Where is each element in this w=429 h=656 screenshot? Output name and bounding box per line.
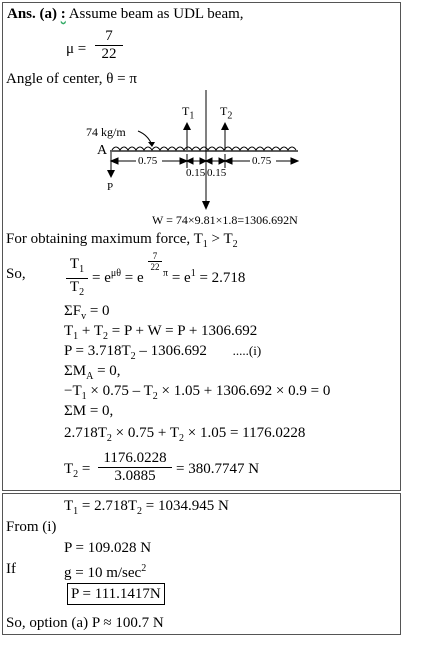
ratio-rhs1: = e — [92, 270, 111, 286]
eq-t2-sub: 2 — [73, 469, 79, 480]
eq-p-b: – 1306.692 — [135, 343, 207, 359]
eq-fv-sub: v — [81, 311, 87, 322]
eq-moment2-b: × 0.75 + T — [111, 425, 179, 441]
eq-sum-a: T — [64, 323, 74, 339]
ratio-rhs4: = 2.718 — [195, 270, 246, 286]
t1-result-line — [64, 497, 229, 521]
t2-fraction — [98, 450, 172, 485]
eq-sum-b: + T — [78, 323, 104, 339]
exponent-numerator: 7 — [148, 251, 162, 262]
eq-ma-b: = 0, — [93, 363, 121, 379]
boxed-result: P = 111.1417N — [67, 583, 165, 605]
ratio-num-letter: T — [69, 256, 80, 272]
angle-line: Angle of center, θ = π — [6, 71, 137, 87]
max-force-line — [6, 230, 238, 254]
max-force-sub2: 2 — [232, 239, 238, 250]
ratio-den-letter: T — [69, 279, 80, 295]
weight-label: W = 74×9.81×1.8=1306.692N — [152, 213, 298, 227]
load-pointer-head — [148, 142, 155, 147]
ratio-fraction — [66, 256, 88, 301]
answer-header — [7, 5, 244, 23]
p-value: P = 109.028 N — [64, 540, 152, 556]
t1-result-a: T — [64, 498, 74, 514]
eq-sum-s2: 2 — [103, 331, 109, 342]
so-label: So, — [6, 266, 26, 282]
t2-numerator: 1176.0228 — [98, 450, 172, 468]
t2-subscript: 2 — [227, 110, 233, 122]
conclusion-line: So, option (a) P ≈ 100.7 N — [6, 615, 164, 631]
mu-lhs: μ = — [66, 41, 87, 57]
eq-moment-c: × 1.05 + 1306.692 × 0.9 = 0 — [157, 383, 331, 399]
g-line-sup: 2 — [141, 563, 147, 574]
eq-sum-c: = P + W = P + 1306.692 — [108, 323, 258, 339]
eq-moment-s1: 1 — [81, 391, 87, 402]
udl-load-symbol — [112, 147, 296, 150]
ratio-denominator — [66, 279, 88, 301]
ratio-rhs1-sup: μθ — [110, 268, 122, 279]
eq-t2-letter: T — [64, 461, 74, 477]
g-line — [64, 560, 146, 582]
eq-t2-eq: = — [78, 461, 91, 477]
g-line-text: g = 10 m/sec — [64, 565, 142, 581]
dim-right-label: 0.75 — [252, 155, 272, 167]
eq-t2-lhs — [64, 460, 90, 484]
mu-fraction — [95, 28, 123, 63]
exponent-pi: π — [163, 268, 169, 279]
t1-result-b: = 2.718T — [78, 498, 138, 514]
mu-numerator: 7 — [95, 28, 123, 46]
eq-moment-a: −T — [64, 383, 82, 399]
ratio-rhs3-sup: 1 — [190, 268, 196, 279]
t1-result-s1: 1 — [73, 506, 79, 517]
t2-label — [220, 102, 232, 125]
eq-moment2-a: 2.718T — [64, 425, 107, 441]
dim-left-label: 0.75 — [138, 155, 158, 167]
eq-moment2-s1: 2 — [106, 433, 112, 444]
if-label: If — [6, 561, 16, 577]
eq-moment-s2: 2 — [152, 391, 158, 402]
eq-p-sub: 2 — [130, 351, 136, 362]
max-force-mid: > T — [207, 231, 233, 247]
eq-sum-s1: 1 — [73, 331, 79, 342]
assumption-text: Assume beam as UDL beam, — [68, 6, 244, 22]
max-force-text: For obtaining maximum force, T — [6, 231, 203, 247]
ratio-numerator — [66, 256, 88, 279]
t1-result-c: = 1034.945 N — [142, 498, 229, 514]
t1-letter: T — [182, 104, 190, 118]
answer-colon: : — [60, 6, 66, 22]
t2-denominator: 3.0885 — [114, 468, 156, 484]
point-a-label: A — [97, 143, 108, 158]
exponent-denominator: 22 — [150, 262, 160, 272]
load-label: 74 kg/m — [86, 125, 126, 139]
t2-letter: T — [220, 104, 228, 118]
ratio-num-sub: 1 — [79, 264, 85, 275]
dim-mid1-label: 0.15 — [186, 167, 206, 179]
eq-m0: ΣM = 0, — [64, 403, 114, 419]
eq-moment2-c: × 1.05 = 1176.0228 — [183, 425, 306, 441]
max-force-sub1: 1 — [202, 239, 208, 250]
eq-ma-sub: A — [86, 371, 94, 382]
ratio-rhs3: = e — [168, 270, 191, 286]
eq-fv-a: ΣF — [64, 303, 82, 319]
eq-ma-a: ΣM — [64, 363, 87, 379]
eq-moment2 — [64, 424, 305, 448]
weight-arrowhead — [202, 201, 210, 210]
dim-mid2-label: 0.15 — [207, 167, 227, 179]
eq-moment-b: × 0.75 – T — [86, 383, 153, 399]
t1-result-s2: 2 — [137, 506, 143, 517]
eq-fv-b: = 0 — [86, 303, 110, 319]
from-label: From (i) — [6, 519, 57, 535]
exponent-fraction — [148, 251, 162, 272]
eq-moment2-s2: 2 — [178, 433, 184, 444]
ratio-rhs-tail — [163, 265, 245, 287]
ratio-den-sub: 2 — [79, 287, 85, 298]
answer-label: Ans. (a) — [7, 6, 58, 22]
ratio-rhs — [92, 265, 144, 287]
eq-p-tag: .....(i) — [232, 343, 262, 358]
ratio-rhs2: = e — [121, 270, 144, 286]
eq-p-a: P = 3.718T — [64, 343, 131, 359]
t1-label — [182, 102, 194, 125]
t1-subscript: 1 — [189, 110, 195, 122]
p-label: P — [107, 181, 114, 193]
mu-denominator: 22 — [101, 46, 117, 62]
p-arrowhead — [107, 170, 115, 178]
eq-t2-rhs: = 380.7747 N — [176, 461, 260, 477]
